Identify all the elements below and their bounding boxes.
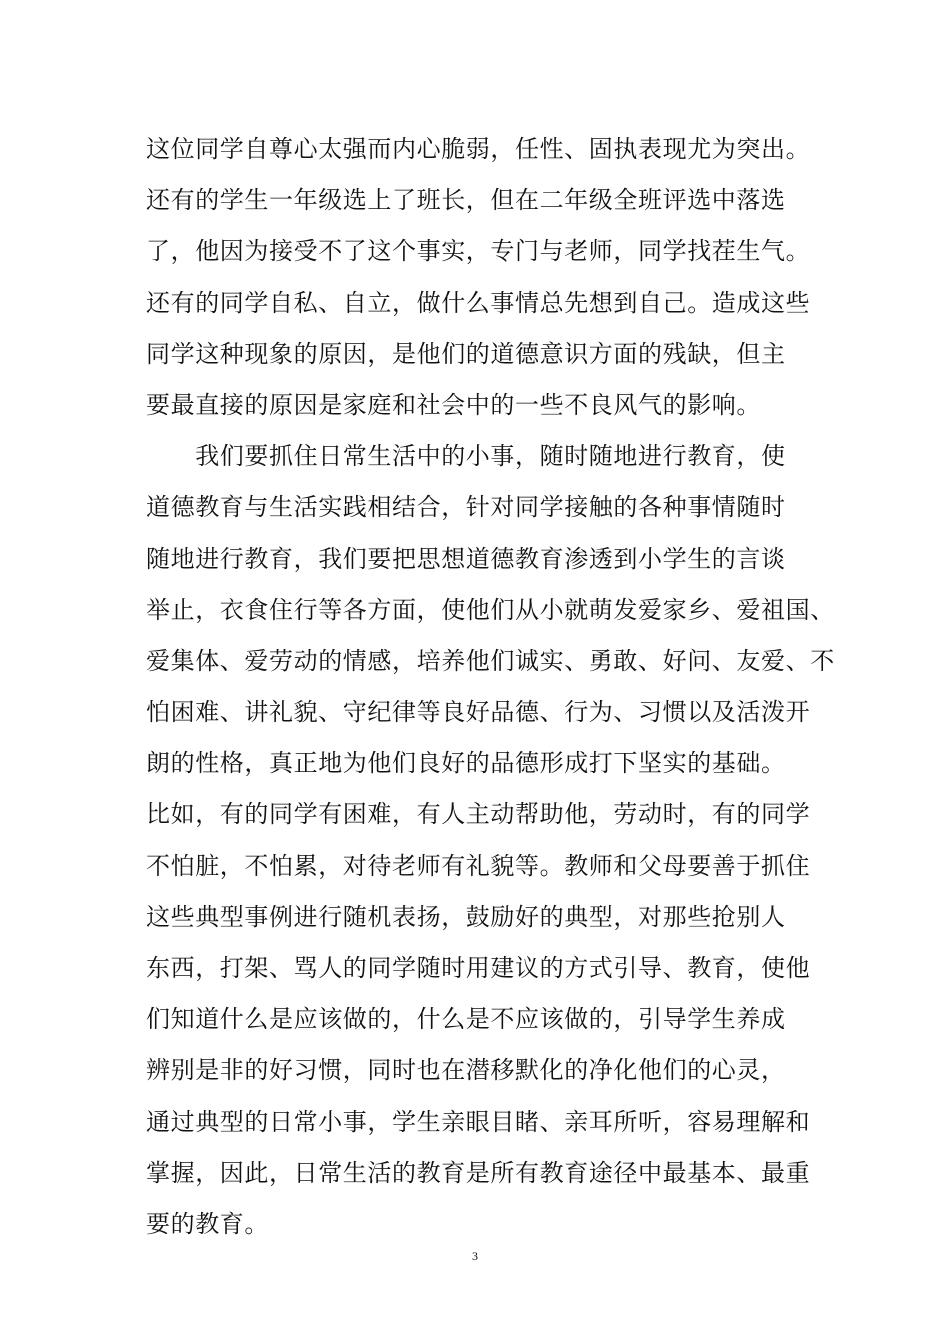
text-line: 们知道什么是应该做的，什么是不应该做的，引导学生养成 [146,1005,786,1034]
text-line: 还有的同学自私、自立，做什么事情总先想到自己。造成这些 [146,288,811,317]
text-line: 还有的学生一年级选上了班长，但在二年级全班评选中落选 [146,186,786,215]
text-line: 比如，有的同学有困难，有人主动帮助他，劳动时，有的同学 [146,800,811,829]
text-line: 这些典型事例进行随机表扬，鼓励好的典型，对那些抢别人 [146,902,786,931]
text-line: 同学这种现象的原因，是他们的道德意识方面的残缺，但主 [146,339,786,368]
text-line: 朗的性格，真正地为他们良好的品德形成打下坚实的基础。 [146,749,786,778]
text-line: 通过典型的日常小事，学生亲眼目睹、亲耳所听，容易理解和 [146,1107,811,1136]
body-text [146,124,835,1250]
text-line: 要最直接的原因是家庭和社会中的一些不良风气的影响。 [146,390,761,419]
text-line: 道德教育与生活实践相结合，针对同学接触的各种事情随时 [146,493,786,522]
text-line: 随地进行教育，我们要把思想道德教育渗透到小学生的言谈 [146,544,786,573]
page-number: 3 [472,1249,478,1263]
text-line: 东西，打架、骂人的同学随时用建议的方式引导、教育，使他 [146,954,811,982]
text-line: 我们要抓住日常生活中的小事，随时随地进行教育，使 [146,442,786,471]
text-line: 辨别是非的好习惯，同时也在潜移默化的净化他们的心灵， [146,1056,786,1085]
text-line: 不怕脏，不怕累，对待老师有礼貌等。教师和父母要善于抓住 [146,851,811,880]
text-line: 要的教育。 [146,1209,269,1238]
text-line: 举止，衣食住行等各方面，使他们从小就萌发爱家乡、爱祖国、 [146,595,835,624]
text-line: 掌握，因此，日常生活的教育是所有教育途径中最基本、最重 [146,1158,811,1187]
text-line: 爱集体、爱劳动的情感，培养他们诚实、勇敢、好问、友爱、不 [146,646,835,675]
text-line: 怕困难、讲礼貌、守纪律等良好品德、行为、习惯以及活泼开 [146,698,811,727]
text-line: 了，他因为接受不了这个事实，专门与老师，同学找茬生气。 [146,237,811,266]
text-line: 这位同学自尊心太强而内心脆弱，任性、固执表现尤为突出。 [146,135,811,163]
